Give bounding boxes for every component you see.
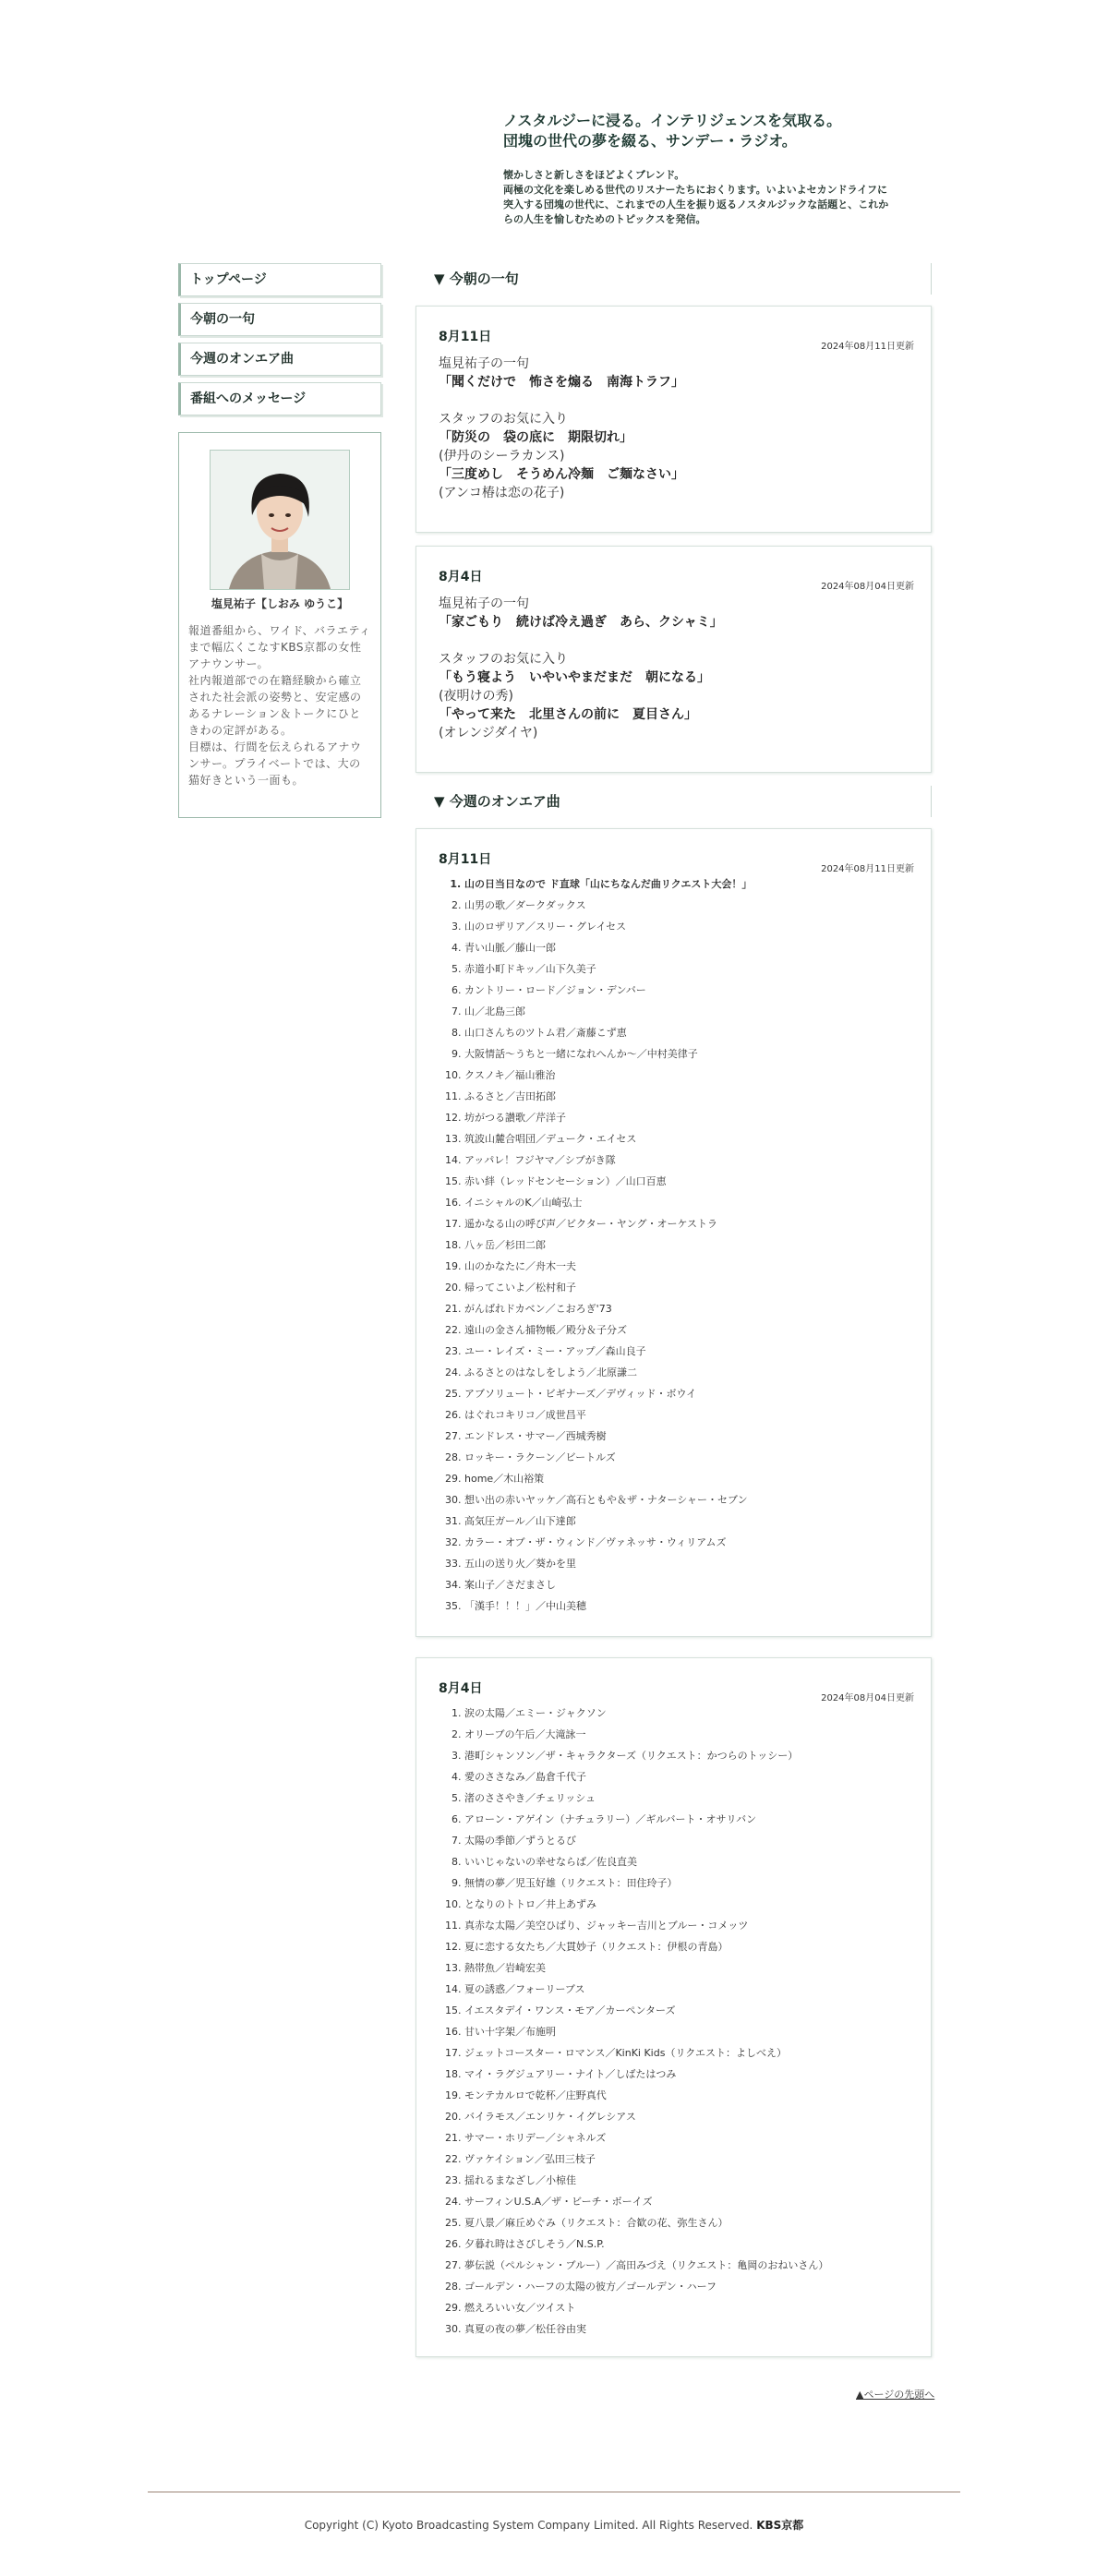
- song-item: 17. 遥かなる山の呼び声／ビクター・ヤング・オーケストラ: [464, 1213, 916, 1234]
- intro-text: [503, 168, 937, 227]
- host-photo: [210, 450, 350, 590]
- staff-favorites-label: スタッフのお気に入り: [439, 412, 568, 427]
- song-item: 14. アッパレ！フジヤマ／シブがき隊: [464, 1150, 916, 1171]
- song-item: 30. 真夏の夜の夢／松任谷由実: [464, 2318, 916, 2340]
- copyright-text: Copyright (C) Kyoto Broadcasting System Company Limited. All Rights Reserved.: [304, 2519, 753, 2532]
- host-haiku: 「聞くだけで 怖さを煽る 南海トラフ」: [439, 375, 684, 390]
- song-item: 4. 青い山脈／藤山一郎: [464, 937, 916, 958]
- song-item: 20. 帰ってこいよ／松村和子: [464, 1277, 916, 1298]
- card-date: 8月4日: [439, 1681, 483, 1696]
- host-name: 塩見祐子【しおみ ゆうこ】: [211, 597, 349, 610]
- song-item: 7. 太陽の季節／ずうとるび: [464, 1830, 916, 1851]
- intro-line-2: 両極の文化を楽しめる世代のリスナーたちにおくります。いよいよセカンドライフに: [503, 184, 888, 196]
- card-date: 8月4日: [439, 570, 483, 584]
- staff-haiku: 「防災の 袋の底に 期限切れ」: [439, 430, 632, 445]
- song-item: 29. home／木山裕策: [464, 1468, 916, 1489]
- staff-haiku-author: (夜明けの秀): [439, 689, 513, 704]
- song-item: 15. 赤い絆（レッドセンセーション）／山口百恵: [464, 1171, 916, 1192]
- staff-haiku: 「三度めし そうめん冷麺 ご麺なさい」: [439, 467, 684, 482]
- song-item: 19. モンテカルロで乾杯／庄野真代: [464, 2085, 916, 2106]
- song-item: 18. 八ヶ岳／杉田二郎: [464, 1234, 916, 1256]
- tagline-line-1: ノスタルジーに浸る。インテリジェンスを気取る。: [503, 112, 842, 129]
- footer: [0, 2517, 1108, 2533]
- song-item: 1. 涙の太陽／エミー・ジャクソン: [464, 1703, 916, 1724]
- intro-line-1: 懐かしさと新しさをほどよくブレンド。: [503, 169, 685, 181]
- song-item: 12. 坊がつる讃歌／芹洋子: [464, 1107, 916, 1128]
- song-item: 20. バイラモス／エンリケ・イグレシアス: [464, 2106, 916, 2127]
- card-updated-date: 2024年08月04日更新: [821, 582, 914, 592]
- card-updated-date: 2024年08月11日更新: [821, 342, 914, 352]
- song-item: 8. いいじゃないの幸せならば／佐良直美: [464, 1851, 916, 1872]
- intro-line-3: 突入する団塊の世代に、これまでの人生を振り返るノスタルジックな話題と、これか: [503, 199, 889, 211]
- card-updated-date: 2024年08月11日更新: [821, 864, 914, 874]
- song-item: 11. ふるさと／吉田拓郎: [464, 1086, 916, 1107]
- host-haiku-label: 塩見祐子の一句: [439, 596, 529, 611]
- song-item: 10. クスノキ／福山雅治: [464, 1065, 916, 1086]
- song-list: [439, 873, 916, 1617]
- host-bio: 報道番組から、ワイド、バラエティまで幅広くこなすKBS京都の女性アナウンサー。 社内報道部での在籍経験から確立された社会派の姿勢と、安定感のあるナレーション＆トークにひときわの定評がある。 目標は、行間を伝えられるアナウンサー。プライベートでは、大の猫好きという一面も。: [188, 624, 371, 787]
- song-item: 2. オリーブの午后／大滝詠一: [464, 1724, 916, 1745]
- main-content: [416, 263, 932, 2370]
- song-list: [439, 1703, 916, 2340]
- card-date: 8月11日: [439, 852, 492, 867]
- card-date: 8月11日: [439, 330, 492, 344]
- site-header: [503, 111, 937, 227]
- song-item: 19. 山のかなたに／舟木一夫: [464, 1256, 916, 1277]
- song-item: 13. 筑波山麓合唱団／デューク・エイセス: [464, 1128, 916, 1150]
- card-updated-date: 2024年08月04日更新: [821, 1693, 914, 1703]
- song-item: 6. カントリー・ロード／ジョン・デンバー: [464, 980, 916, 1001]
- song-item: 29. 燃えろいい女／ツイスト: [464, 2297, 916, 2318]
- haiku-card-aug11: [416, 306, 932, 533]
- song-item: 4. 愛のささなみ／島倉千代子: [464, 1766, 916, 1788]
- tagline-line-2: 団塊の世代の夢を綴る、サンデー・ラジオ。: [503, 132, 797, 150]
- song-item: 7. 山／北島三郎: [464, 1001, 916, 1022]
- nav-item-message[interactable]: 番組へのメッセージ: [178, 382, 381, 415]
- song-item: 25. アブソリュート・ビギナーズ／デヴィッド・ボウイ: [464, 1383, 916, 1404]
- sidebar: [178, 263, 381, 818]
- song-item: 30. 想い出の赤いヤッケ／高石ともや＆ザ・ナターシャー・セブン: [464, 1489, 916, 1511]
- song-item: 21. がんばれドカベン／こおろぎ'73: [464, 1298, 916, 1319]
- footer-brand: KBS京都: [756, 2519, 804, 2532]
- song-item: 12. 夏に恋する女たち／大貫妙子（リクエスト：伊根の青島）: [464, 1936, 916, 1957]
- song-item: 5. 赤道小町ドキッ／山下久美子: [464, 958, 916, 980]
- onair-card-aug4: [416, 1657, 932, 2357]
- intro-line-4: らの人生を愉しむためのトピックスを発信。: [503, 213, 706, 225]
- song-item: 34. 案山子／さだまさし: [464, 1574, 916, 1595]
- footer-divider: [148, 2491, 960, 2493]
- staff-haiku: 「もう寝よう いやいやまだまだ 朝になる」: [439, 670, 710, 685]
- song-item: 18. マイ・ラグジュアリー・ナイト／しばたはつみ: [464, 2064, 916, 2085]
- song-item: 27. エンドレス・サマー／西城秀樹: [464, 1426, 916, 1447]
- song-item: 1. 山の日当日なので ド直球「山にちなんだ曲リクエスト大会！」: [464, 873, 916, 895]
- song-item: 28. ロッキー・ラクーン／ビートルズ: [464, 1447, 916, 1468]
- song-item: 35. 「漢手！！！」／中山美穂: [464, 1595, 916, 1617]
- song-item: 23. 揺れるまなざし／小椋佳: [464, 2170, 916, 2191]
- haiku-section-title: ▼ 今朝の一句: [416, 263, 932, 295]
- song-item: 8. 山口さんちのツトム君／斎藤こず恵: [464, 1022, 916, 1043]
- song-item: 5. 渚のささやき／チェリッシュ: [464, 1788, 916, 1809]
- song-item: 3. 港町シャンソン／ザ・キャラクターズ（リクエスト：かつらのトッシー）: [464, 1745, 916, 1766]
- song-item: 14. 夏の誘惑／フォーリーブス: [464, 1979, 916, 2000]
- onair-section-title: ▼ 今週のオンエア曲: [416, 786, 932, 817]
- song-item: 16. 甘い十字架／布施明: [464, 2021, 916, 2042]
- staff-haiku-author: (オレンジダイヤ): [439, 726, 538, 740]
- song-item: 27. 夢伝説（ペルシャン・ブルー）／高田みづえ（リクエスト：亀岡のおねいさん）: [464, 2255, 916, 2276]
- staff-haiku-author: (アンコ椿は恋の花子): [439, 486, 565, 500]
- nav-item-top-page[interactable]: トップページ: [178, 263, 381, 296]
- staff-haiku: 「やって来た 北里さんの前に 夏目さん」: [439, 707, 697, 722]
- song-item: 22. ヴァケイション／弘田三枝子: [464, 2149, 916, 2170]
- profile-box: [178, 432, 381, 818]
- song-item: 3. 山のロザリア／スリー・グレイセス: [464, 916, 916, 937]
- song-item: 24. ふるさとのはなしをしよう／北原謙二: [464, 1362, 916, 1383]
- host-haiku-label: 塩見祐子の一句: [439, 356, 529, 371]
- song-item: 9. 大阪情話〜うちと一緒になれへんか〜／中村美律子: [464, 1043, 916, 1065]
- song-item: 33. 五山の送り火／葵かを里: [464, 1553, 916, 1574]
- song-item: 9. 無情の夢／児玉好雄（リクエスト：田住玲子）: [464, 1872, 916, 1894]
- nav-item-haiku[interactable]: 今朝の一句: [178, 303, 381, 336]
- staff-haiku-author: (伊丹のシーラカンス): [439, 449, 565, 463]
- song-item: 28. ゴールデン・ハーフの太陽の彼方／ゴールデン・ハーフ: [464, 2276, 916, 2297]
- song-item: 13. 熱帯魚／岩崎宏美: [464, 1957, 916, 1979]
- onair-card-aug11: [416, 828, 932, 1637]
- haiku-card-aug4: [416, 546, 932, 773]
- song-item: 24. サーフィンU.S.A／ザ・ビーチ・ボーイズ: [464, 2191, 916, 2212]
- song-item: 6. アローン・アゲイン（ナチュラリー）／ギルバート・オサリバン: [464, 1809, 916, 1830]
- back-to-top-link[interactable]: ▲ページの先頭へ: [856, 2389, 935, 2401]
- song-item: 26. はぐれコキリコ／成世昌平: [464, 1404, 916, 1426]
- song-item: 26. 夕暮れ時はさびしそう／N.S.P.: [464, 2233, 916, 2255]
- song-item: 25. 夏八景／麻丘めぐみ（リクエスト：合歓の花、弥生さん）: [464, 2212, 916, 2233]
- song-item: 10. となりのトトロ／井上あずみ: [464, 1894, 916, 1915]
- song-item: 22. 遠山の金さん捕物帳／殿分＆子分ズ: [464, 1319, 916, 1341]
- staff-favorites-label: スタッフのお気に入り: [439, 652, 568, 667]
- nav-item-onair-songs[interactable]: 今週のオンエア曲: [178, 343, 381, 376]
- host-haiku: 「家ごもり 続けば冷え過ぎ あら、クシャミ」: [439, 615, 723, 630]
- host-portrait-illustration: [211, 451, 349, 589]
- song-item: 21. サマー・ホリデー／シャネルズ: [464, 2127, 916, 2149]
- song-item: 16. イニシャルのK／山崎弘士: [464, 1192, 916, 1213]
- song-item: 17. ジェットコースター・ロマンス／KinKi Kids（リクエスト：よしべえ）: [464, 2042, 916, 2064]
- song-item: 2. 山男の歌／ダークダックス: [464, 895, 916, 916]
- song-item: 23. ユー・レイズ・ミー・アップ／森山良子: [464, 1341, 916, 1362]
- song-item: 11. 真赤な太陽／美空ひばり、ジャッキー吉川とブルー・コメッツ: [464, 1915, 916, 1936]
- song-item: 31. 高気圧ガール／山下達郎: [464, 1511, 916, 1532]
- song-item: 15. イエスタデイ・ワンス・モア／カーペンターズ: [464, 2000, 916, 2021]
- song-item: 32. カラー・オブ・ザ・ウィンド／ヴァネッサ・ウィリアムズ: [464, 1532, 916, 1553]
